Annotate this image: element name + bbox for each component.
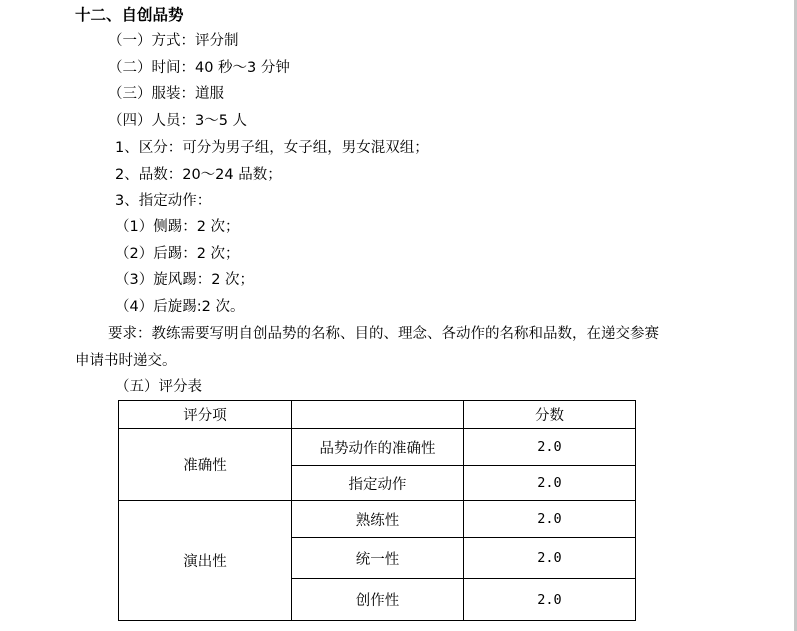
criterion-cell: 统一性 [292, 538, 464, 579]
category-performance: 演出性 [119, 501, 292, 621]
move-back-kick: （2）后踢：2 次； [115, 246, 240, 262]
table-row [119, 429, 636, 466]
criterion-cell: 品势动作的准确性 [292, 429, 464, 466]
table-header-row [119, 401, 636, 429]
score-cell: 2.0 [463, 579, 635, 621]
table-row [119, 501, 636, 538]
move-tornado-kick: （3）旋风踢：2 次； [115, 272, 255, 288]
score-table [118, 400, 636, 621]
header-empty [292, 401, 464, 429]
header-score: 分数 [463, 401, 635, 429]
header-scoring-item: 评分项 [119, 401, 292, 429]
item-time: （二）时间：40 秒～3 分钟 [108, 60, 290, 76]
score-cell: 2.0 [463, 429, 635, 466]
criterion-cell: 指定动作 [292, 466, 464, 501]
move-spinning-back-kick: （4）后旋踢:2 次。 [115, 299, 245, 315]
item-method: （一）方式：评分制 [108, 33, 239, 49]
score-cell: 2.0 [463, 538, 635, 579]
criterion-cell: 创作性 [292, 579, 464, 621]
category-accuracy: 准确性 [119, 429, 292, 501]
table-caption: （五）评分表 [115, 379, 202, 395]
requirement-line-1: 要求：教练需要写明自创品势的名称、目的、理念、各动作的名称和品数，在递交参赛 [108, 326, 659, 342]
criterion-cell: 熟练性 [292, 501, 464, 538]
score-cell: 2.0 [463, 466, 635, 501]
item-designated-moves: 3、指定动作： [115, 193, 212, 209]
item-poomsae-count: 2、品数：20～24 品数； [115, 167, 282, 183]
score-cell: 2.0 [463, 501, 635, 538]
item-uniform: （三）服装：道服 [108, 86, 224, 102]
item-personnel: （四）人员：3～5 人 [108, 113, 248, 129]
requirement-line-2: 申请书时递交。 [75, 353, 177, 369]
section-heading: 十二、自创品势 [75, 6, 184, 24]
move-side-kick: （1）侧踢：2 次； [115, 219, 240, 235]
item-division: 1、区分：可分为男子组，女子组，男女混双组； [115, 140, 429, 156]
